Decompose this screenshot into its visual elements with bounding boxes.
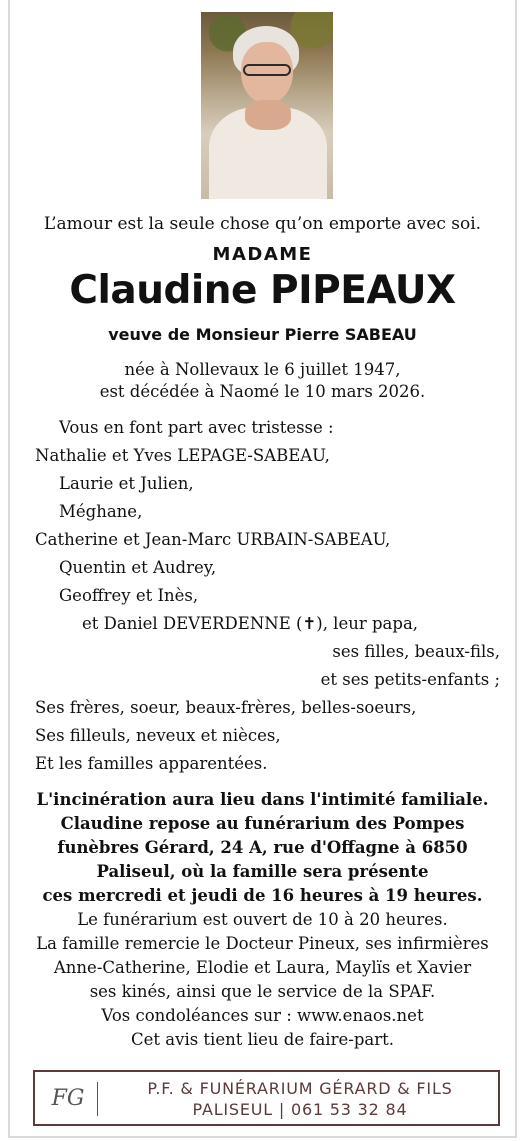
family-line-9: et ses petits-enfants ; [320,670,500,689]
family-line-8: ses filles, beaux-fils, [332,642,500,661]
notice-bold-3: funèbres Gérard, 24 A, rue d'Offagne à 6850 [57,838,468,857]
notice-line-5: Vos condoléances sur : www.enaos.net [101,1006,424,1025]
funeral-home-contact: PALISEUL | 061 53 32 84 [192,1100,408,1119]
family-line-4: Catherine et Jean-Marc URBAIN-SABEAU, [35,530,391,549]
epitaph-quote: L’amour est la seule chose qu’on emporte avec soi. [43,214,482,234]
family-line-1: Nathalie et Yves LEPAGE-SABEAU, [35,446,330,465]
family-line-10: Ses frères, soeur, beaux-frères, belles-soeurs, [35,698,417,717]
family-line-5: Quentin et Audrey, [59,558,217,577]
notice-line-1: Le funérarium est ouvert de 10 à 20 heures. [77,910,448,929]
notice-bold-2: Claudine repose au funérarium des Pompes [60,814,465,833]
notice-line-2: La famille remercie le Docteur Pineux, ses infirmières [36,934,489,953]
family-line-6: Geoffrey et Inès, [59,586,199,605]
family-intro: Vous en font part avec tristesse : [59,418,334,437]
photo-glasses [243,64,291,76]
notice-line-6: Cet avis tient lieu de faire-part. [131,1030,394,1049]
family-line-3: Méghane, [59,502,143,521]
deceased-name: Claudine PIPEAUX [69,268,456,313]
widow-line: veuve de Monsieur Pierre SABEAU [108,325,417,344]
family-line-11: Ses filleuls, neveux et nièces, [35,726,281,745]
honorific-title: MADAME [212,244,313,265]
notice-line-3: Anne-Catherine, Elodie et Laura, Maylïs et Xavier [53,958,472,977]
notice-bold-1: L'incinération aura lieu dans l'intimité familiale. [36,790,489,809]
monogram-logo: FG [51,1086,85,1111]
family-line-2: Laurie et Julien, [59,474,194,493]
funeral-home-banner [33,1070,500,1126]
banner-divider [97,1082,98,1116]
notice-line-4: ses kinés, ainsi que le service de la SPAF. [89,982,436,1001]
family-line-7: et Daniel DEVERDENNE (✝), leur papa, [82,614,419,633]
photo-hands [245,100,291,130]
funeral-home-name: P.F. & FUNÉRARIUM GÉRARD & FILS [147,1079,453,1098]
notice-bold-5: ces mercredi et jeudi de 16 heures à 19 heures. [42,886,483,905]
notice-bold-4: Paliseul, où la famille sera présente [96,862,429,881]
family-line-12: Et les familles apparentées. [35,754,268,773]
death-line: est décédée à Naomé le 10 mars 2026. [99,382,426,401]
portrait-photo [201,12,333,199]
birth-line: née à Nollevaux le 6 juillet 1947, [124,360,401,379]
